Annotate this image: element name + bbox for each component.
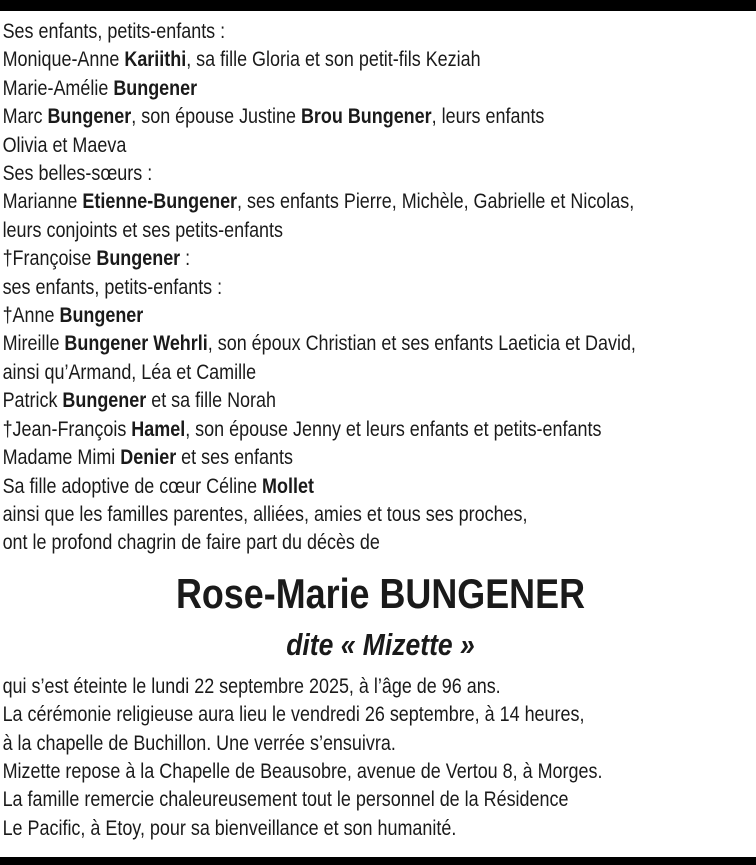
plain-text: ses enfants, petits-enfants : [2, 275, 223, 299]
bold-name-text: Bungener [59, 304, 144, 328]
plain-text: , son épouse Jenny et leurs enfants et petits-enfants [185, 417, 602, 441]
plain-text: Mireille [2, 332, 65, 356]
plain-text: Patrick [2, 389, 63, 413]
plain-text: ainsi que les familles parentes, alliées, amies et tous ses proches, [2, 502, 528, 526]
text-line [3, 758, 756, 786]
notice-text-block [0, 18, 756, 843]
text-line [3, 302, 756, 330]
text-line [3, 330, 756, 358]
text-line [3, 501, 756, 529]
announcement-lines [3, 673, 756, 843]
family-lines [3, 18, 756, 558]
plain-text: , sa fille Gloria et son petit-fils Keziah [186, 48, 481, 72]
bottom-border-rule [0, 857, 756, 865]
plain-text: Ses enfants, petits-enfants : [2, 20, 226, 43]
plain-text: leurs conjoints et ses petits-enfants [2, 218, 284, 242]
bold-name-text: Bungener [47, 105, 132, 129]
plain-text: Marie-Amélie [2, 76, 114, 100]
plain-text: à la chapelle de Buchillon. Une verrée s’ensuivra. [2, 731, 396, 755]
plain-text: Mizette repose à la Chapelle de Beausobre, avenue de Vertou 8, à Morges. [2, 759, 603, 783]
text-line [3, 416, 756, 444]
text-line [3, 529, 756, 557]
text-line [3, 245, 756, 273]
plain-text: et sa fille Norah [146, 389, 276, 413]
text-line [3, 444, 756, 472]
plain-text: Monique-Anne [2, 48, 125, 72]
plain-text: : [180, 247, 191, 271]
plain-text: ont le profond chagrin de faire part du décès de [2, 531, 380, 555]
text-line [3, 359, 756, 387]
notice-content [0, 11, 756, 843]
text-line [3, 473, 756, 501]
plain-text: Marianne [2, 190, 83, 214]
plain-text: et ses enfants [176, 446, 293, 470]
text-line [3, 730, 756, 758]
bold-name-text: Hamel [131, 417, 186, 441]
bold-name-text: Etienne-Bungener [82, 190, 238, 214]
text-line [3, 75, 756, 103]
plain-text: †Françoise [2, 247, 97, 271]
plain-text: , ses enfants Pierre, Michèle, Gabrielle et Nicolas, [237, 190, 635, 214]
plain-text: Sa fille adoptive de cœur Céline [2, 474, 263, 498]
text-line [3, 103, 756, 131]
text-line [3, 274, 756, 302]
plain-text: , son époux Christian et ses enfants Laeticia et David, [207, 332, 636, 356]
plain-text: , son épouse Justine [131, 105, 301, 129]
bold-name-text: Kariithi [124, 48, 187, 72]
text-line [3, 160, 756, 188]
text-line [3, 387, 756, 415]
plain-text: †Jean-François [2, 417, 132, 441]
deceased-nickname: dite « Mizette » [286, 626, 475, 662]
text-line [3, 188, 756, 216]
plain-text: La famille remercie chaleureusement tout le personnel de la Résidence [2, 788, 569, 812]
bold-name-text: Bungener [62, 389, 147, 413]
plain-text: †Anne [2, 304, 60, 328]
bold-name-text: Bungener Wehrli [64, 332, 208, 356]
text-line [3, 46, 756, 74]
plain-text: Ses belles-sœurs : [2, 162, 153, 186]
plain-text: La cérémonie religieuse aura lieu le vendredi 26 septembre, à 14 heures, [2, 703, 585, 727]
text-line [3, 815, 756, 843]
plain-text: , leurs enfants [431, 105, 545, 129]
plain-text: Le Pacific, à Etoy, pour sa bienveillance et son humanité. [2, 816, 457, 840]
bold-name-text: Bungener [113, 76, 198, 100]
text-line [3, 673, 756, 701]
plain-text: qui s’est éteinte le lundi 22 septembre 2025, à l’âge de 96 ans. [2, 674, 501, 698]
text-line [3, 217, 756, 245]
text-line [3, 132, 756, 160]
bold-name-text: Brou Bungener [300, 105, 432, 129]
bold-name-text: Bungener [96, 247, 181, 271]
plain-text: Marc [2, 105, 48, 129]
plain-text: ainsi qu’Armand, Léa et Camille [2, 360, 257, 384]
plain-text: Madame Mimi [2, 446, 121, 470]
bold-name-text: Mollet [262, 474, 314, 498]
text-line [3, 786, 756, 814]
top-border-rule [0, 0, 756, 11]
text-line [3, 701, 756, 729]
deceased-name: Rose-Marie BUNGENER [175, 569, 586, 617]
plain-text: Olivia et Maeva [2, 133, 127, 157]
text-line [3, 18, 756, 46]
bold-name-text: Denier [120, 446, 177, 470]
